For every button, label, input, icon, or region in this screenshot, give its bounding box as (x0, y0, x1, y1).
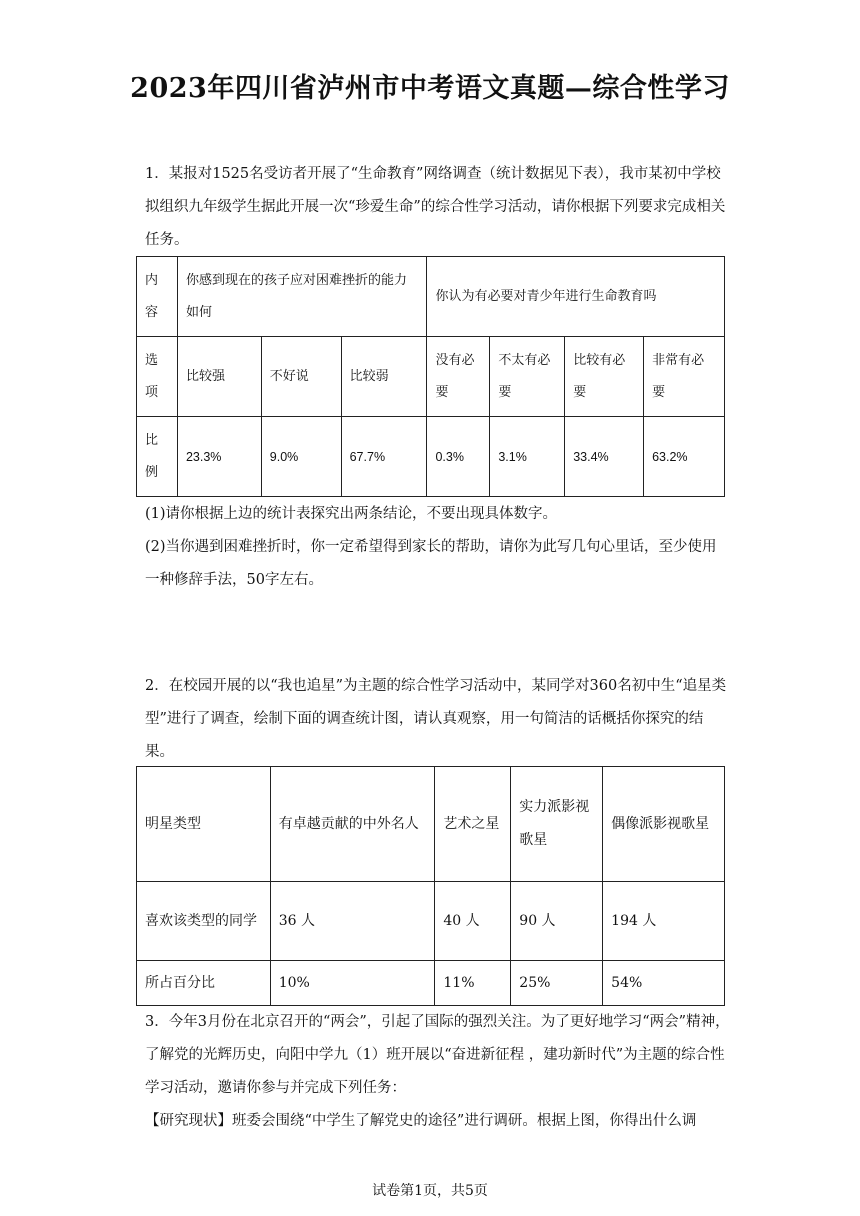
question-3-task: 【研究现状】班委会围绕“中学生了解党史的途径”进行调研。根据上图，你得出什么调 (145, 1113, 697, 1129)
question-1-subquestion-2: (2)当你遇到困难挫折时，你一定希望得到家长的帮助，请你为此写几句心里话，至少使用一种修辞手法，50字左右。 (145, 539, 717, 588)
table-cell: 11% (435, 961, 511, 1006)
table-cell: 67.7% (341, 417, 427, 497)
table-header-question-b: 你认为有必要对青少年进行生命教育吗 (427, 257, 725, 337)
table-header: 明星类型 (137, 767, 271, 882)
table-cell: 非常有必要 (644, 337, 725, 417)
table-cell: 23.3% (177, 417, 261, 497)
table-cell-label: 所占百分比 (137, 961, 271, 1006)
table-cell: 比较弱 (341, 337, 427, 417)
table-header-question-a: 你感到现在的孩子应对困难挫折的能力如何 (177, 257, 427, 337)
page-title: 2023年四川省泸州市中考语文真题—综合性学习 (130, 73, 730, 104)
table-header: 有卓越贡献的中外名人 (270, 767, 435, 882)
table-cell: 63.2% (644, 417, 725, 497)
question-2-stem: 2．在校园开展的以“我也追星”为主题的综合性学习活动中，某同学对360名初中生“追星类型”进行了调查，绘制下面的调查统计图，请认真观察，用一句简洁的话概括你探究的结果。 (145, 678, 727, 760)
table-cell: 不好说 (261, 337, 341, 417)
table-cell: 194 人 (603, 882, 725, 961)
table-cell: 3.1% (490, 417, 565, 497)
table-cell-label: 喜欢该类型的同学 (137, 882, 271, 961)
table-cell: 40 人 (435, 882, 511, 961)
life-education-survey-table (136, 256, 725, 497)
table-cell: 25% (511, 961, 603, 1006)
table-header: 偶像派影视歌星 (603, 767, 725, 882)
table-cell: 54% (603, 961, 725, 1006)
table-cell-label: 内容 (137, 257, 178, 337)
table-cell-label: 比例 (137, 417, 178, 497)
table-cell: 0.3% (427, 417, 490, 497)
page-footer: 试卷第1页，共5页 (372, 1183, 488, 1199)
table-cell: 不太有必要 (490, 337, 565, 417)
table-cell: 比较强 (177, 337, 261, 417)
question-3-stem: 3．今年3月份在北京召开的“两会”，引起了国际的强烈关注。为了更好地学习“两会”精神，了解党的光辉历史，向阳中学九（1）班开展以“奋进新征程 ，建功新时代”为主题的综合性学习活动，邀请你参与并完成下列任务： (145, 1014, 730, 1096)
table-cell: 10% (270, 961, 435, 1006)
table-cell: 33.4% (565, 417, 644, 497)
table-header: 艺术之星 (435, 767, 511, 882)
table-cell: 9.0% (261, 417, 341, 497)
table-cell-label: 选项 (137, 337, 178, 417)
question-1-subquestion-1: (1)请你根据上边的统计表探究出两条结论，不要出现具体数字。 (145, 506, 558, 522)
table-cell: 36 人 (270, 882, 435, 961)
table-cell: 没有必要 (427, 337, 490, 417)
question-1-stem: 1．某报对1525名受访者开展了“生命教育”网络调查（统计数据见下表），我市某初中学校拟组织九年级学生据此开展一次“珍爱生命”的综合性学习活动，请你根据下列要求完成相关任务。 (145, 166, 726, 248)
table-header: 实力派影视歌星 (511, 767, 603, 882)
star-type-survey-table (136, 766, 725, 1006)
table-cell: 90 人 (511, 882, 603, 961)
table-cell: 比较有必要 (565, 337, 644, 417)
